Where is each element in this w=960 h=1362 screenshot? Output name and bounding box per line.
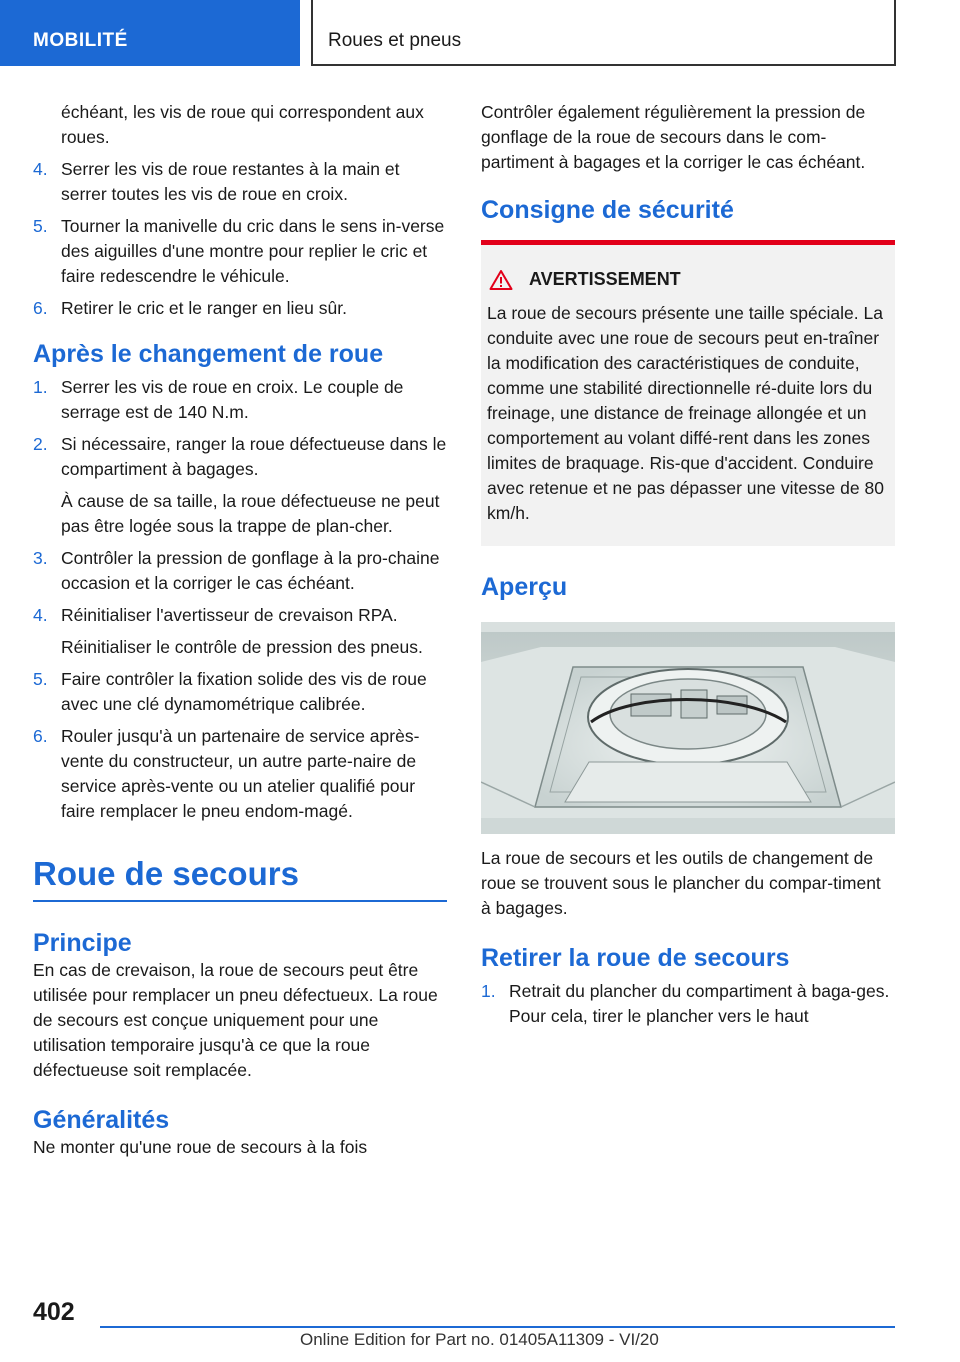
step-text: Faire contrôler la fixation solide des vis de roue avec une clé dynamométrique calibrée. [61, 669, 427, 714]
step-text: Si nécessaire, ranger la roue défectueuse dans le compartiment à bagages. [61, 434, 447, 479]
step-number: 1. [481, 981, 496, 1001]
heading-overview: Aperçu [481, 573, 568, 601]
edition-text: Online Edition for Part no. 01405A11309 - VI/20 [300, 1330, 659, 1349]
page-header [0, 0, 960, 66]
list-item [33, 296, 447, 321]
heading-principle: Principe [33, 929, 132, 957]
warning-text: La roue de secours présente une taille spéciale. La conduite avec une roue de secours peut en-traîner la modification des caractéristiques de conduite, comme une stabilité directionnelle ré-duite lors du freinage, une distance de freinage allongée et un comportement au volant diffé-rent dans les zones limites de braquage. Ris-que d'accident. Conduire avec retenue et ne pas dépasser une vitesse de 80 km/h. [487, 303, 884, 523]
list-item [33, 375, 447, 425]
list-item [33, 432, 447, 539]
heading-after-change: Après le changement de roue [33, 340, 384, 368]
list-item [33, 214, 447, 289]
step-number: 6. [33, 726, 48, 746]
heading-general: Généralités [33, 1106, 170, 1134]
page-footer [0, 1290, 960, 1362]
step-number: 1. [33, 377, 48, 397]
footer-rule [100, 1326, 895, 1328]
step-note: Réinitialiser le contrôle de pression des pneus. [61, 637, 423, 657]
list-item [33, 546, 447, 596]
step-text: Tourner la manivelle du cric dans le sens in-verse des aiguilles d'une montre pour replier le cric et faire redescendre le véhicule. [61, 216, 445, 286]
step-continuation: échéant, les vis de roue qui correspondent aux roues. [61, 102, 424, 147]
step-text: Serrer les vis de roue en croix. Le couple de serrage est de 140 N.m. [61, 377, 404, 422]
section-tab: MOBILITÉ [0, 0, 300, 66]
step-note: À cause de sa taille, la roue défectueuse ne peut pas être logée sous la trappe de plan-cher. [61, 491, 440, 536]
page-number: 402 [33, 1298, 75, 1326]
list-item [33, 603, 447, 660]
principle-text: En cas de crevaison, la roue de secours peut être utilisée pour remplacer un pneu défectueux. La roue de secours est conçue uniquement pour une utilisation temporaire jusqu'à ce que la roue défectueuse soit remplacée. [33, 960, 438, 1080]
step-number: 2. [33, 434, 48, 454]
chapter-title: Roues et pneus [311, 0, 896, 66]
step-text: Retrait du plancher du compartiment à baga-ges. Pour cela, tirer le plancher vers le haut [509, 981, 890, 1026]
list-item [481, 979, 895, 1029]
step-number: 5. [33, 669, 48, 689]
figure-caption: La roue de secours et les outils de changement de roue se trouvent sous le plancher du compar-timent à bagages. [481, 848, 881, 918]
step-text: Contrôler la pression de gonflage à la pro-chaine occasion et la corriger le cas échéant. [61, 548, 440, 593]
list-item [33, 724, 447, 824]
heading-rule [33, 900, 447, 902]
warning-box [481, 240, 895, 546]
step-number: 3. [33, 548, 48, 568]
warning-triangle-icon [489, 269, 513, 291]
step-text: Retirer le cric et le ranger en lieu sûr. [61, 298, 347, 318]
list-item [33, 157, 447, 207]
heading-remove-spare: Retirer la roue de secours [481, 944, 790, 972]
step-number: 4. [33, 605, 48, 625]
warning-header [487, 267, 887, 292]
spare-wheel-trunk-image [481, 622, 895, 834]
general-text: Ne monter qu'une roue de secours à la fois [33, 1137, 368, 1157]
right-column [481, 100, 895, 1036]
step-text: Serrer les vis de roue restantes à la main et serrer toutes les vis de roue en croix. [61, 159, 400, 204]
heading-spare-wheel: Roue de secours [33, 855, 299, 892]
step-number: 4. [33, 159, 48, 179]
heading-safety: Consigne de sécurité [481, 196, 734, 224]
left-column [33, 100, 447, 1160]
step-number: 5. [33, 216, 48, 236]
intro-text: Contrôler également régulièrement la pression de gonflage de la roue de secours dans le com-partiment à bagages et la corriger le cas échéant. [481, 102, 866, 172]
list-item [33, 667, 447, 717]
step-number: 6. [33, 298, 48, 318]
step-text: Rouler jusqu'à un partenaire de service après-vente du constructeur, un autre parte-naire de service après-vente ou un atelier qualifié pour faire remplacer le pneu endom-magé. [61, 726, 420, 821]
step-text: Réinitialiser l'avertisseur de crevaison RPA. [61, 605, 398, 625]
warning-label: AVERTISSEMENT [529, 269, 681, 289]
